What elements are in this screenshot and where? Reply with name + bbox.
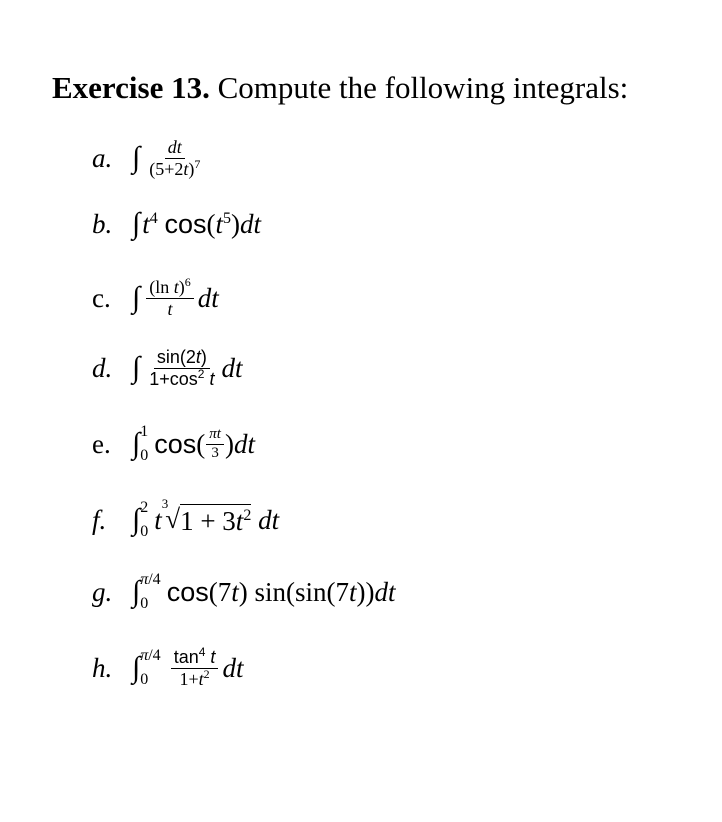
integral-g: g. ∫ π/4 0 cos (7 t ) sin(sin(7 t )) dt (92, 571, 396, 612)
integral-a (92, 138, 207, 179)
fraction: $\frac{dt}{(5+2t)^7}$ (149, 137, 201, 179)
integral-sign: ∫ (132, 427, 141, 460)
integral-d: d. ∫ $\frac{\sin(2t)}{1+\cos^2 t}$ dt (92, 347, 243, 389)
integral-sign: ∫ (132, 651, 141, 685)
item-label: d. (92, 352, 113, 383)
integral-sign: ∫ (132, 281, 141, 315)
item-label: g. (92, 576, 113, 607)
integral-f: f. ∫ 2 0 t 3 √ $1 + 3t^2$ dt (92, 495, 280, 540)
item-label: h. (92, 652, 113, 683)
integral-b: b. ∫ $t^4$ $\cos(t^5)dt$ (92, 207, 262, 240)
item-label: b. (92, 208, 113, 239)
integral-limits: π/4 0 (140, 571, 161, 612)
integral-sign: ∫ (132, 207, 141, 240)
item-label: c. (92, 282, 111, 313)
exercise-number: Exercise 13. (52, 70, 210, 105)
item-label: e. (92, 428, 111, 459)
integral-h: h. ∫ π/4 0 $\frac{\tan^4 t}{1+t^2}$ dt (92, 645, 244, 689)
fraction: $\frac{\sin(2t)}{1+\cos^2 t}$ (149, 347, 215, 389)
fraction: $\frac{\tan^4 t}{1+t^2}$ (171, 648, 219, 689)
integral-sign: ∫ (132, 575, 141, 608)
fraction: $\frac{(\ln t)^6}{t}$ (146, 278, 194, 319)
item-label: f. (92, 504, 107, 535)
integral-sign: ∫ (132, 351, 141, 385)
integral-c: c. ∫ $\frac{(\ln t)^6}{t}$ dt (92, 275, 219, 319)
page-title (52, 70, 628, 106)
integral-sign: ∫ (132, 503, 141, 536)
integral-sign: ∫ (132, 141, 141, 175)
integral-limits: 2 0 (140, 499, 149, 540)
integral-limits: 1 0 (140, 423, 149, 464)
exercise-instruction: Compute the following integrals: (217, 70, 629, 105)
integral-limits: π/4 0 (140, 647, 161, 689)
item-label: a. (92, 142, 113, 173)
integral-e: e. ∫ 1 0 cos ( $\frac{\pi t}{3}$ ) dt (92, 423, 255, 464)
cube-root: 3 √ $1 + 3t^2$ (161, 495, 252, 536)
